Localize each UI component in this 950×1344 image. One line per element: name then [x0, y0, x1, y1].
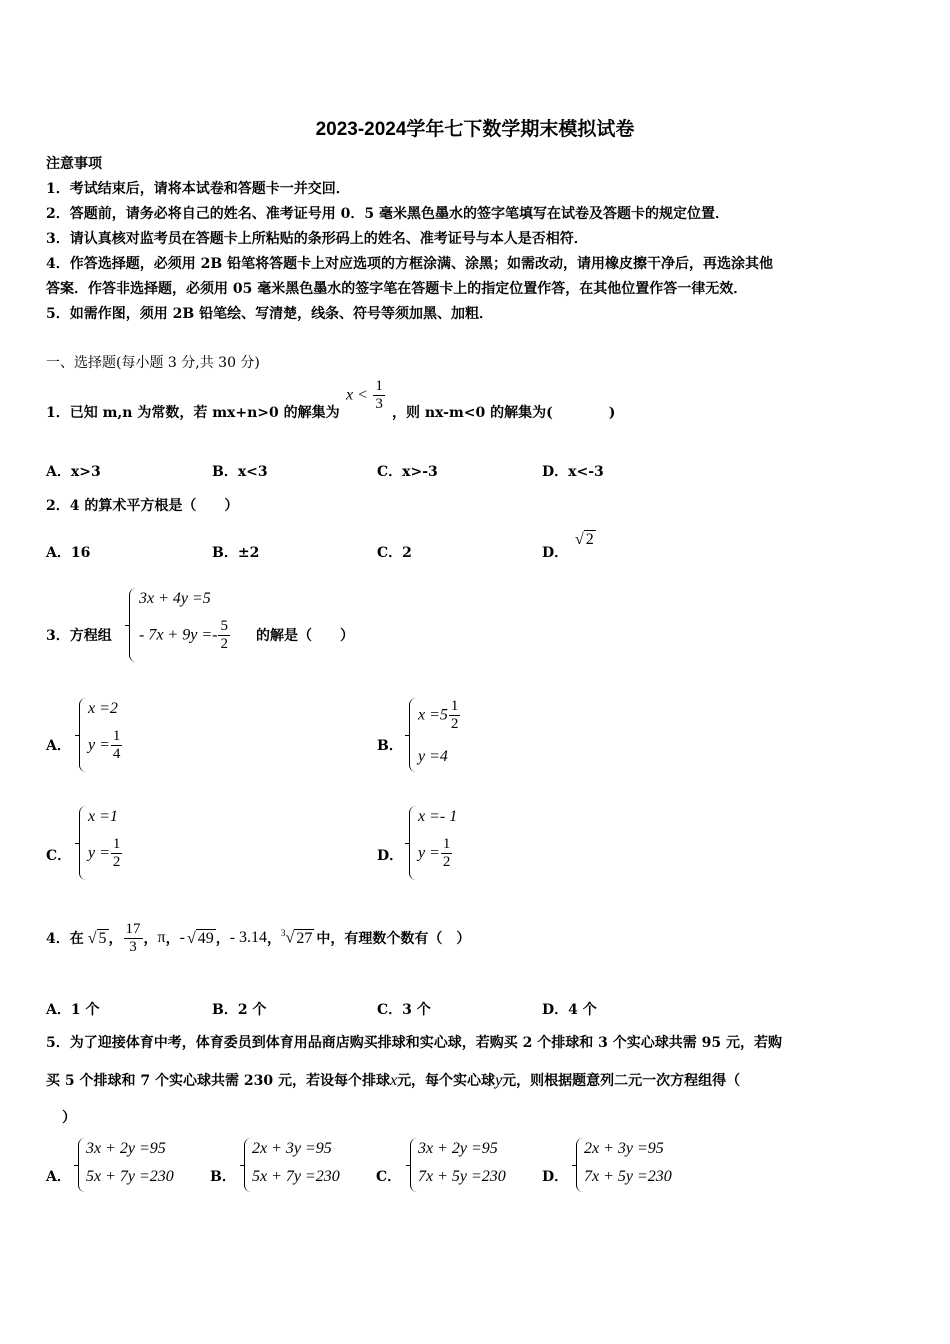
- q5-c-eq2: 7x + 5y =230: [418, 1168, 506, 1185]
- q3-b-line2: y =4: [418, 748, 448, 765]
- q3-option-d[interactable]: D．: [377, 848, 404, 864]
- notice-item: 3．请认真核对监考员在答题卡上所粘贴的条形码上的姓名、准考证号与本人是否相符．: [46, 231, 588, 247]
- q3-d-line2: y = $\frac{1}{2}$: [418, 836, 451, 870]
- q3-eq1: 3x + 4y =5: [139, 590, 211, 607]
- q2-stem: 2．4 的算术平方根是（ ）: [46, 498, 239, 514]
- q3-c-line2: y = $\frac{1}{2}$: [88, 836, 121, 870]
- page-title: 2023-2024学年七下数学期末模拟试卷: [315, 119, 635, 140]
- q5-b-eq1: 2x + 3y =95: [252, 1140, 332, 1157]
- q1-stem-end: ，则 nx-m<0 的解集为( ): [392, 405, 616, 421]
- q3-stem-end: 的解是（ ）: [256, 628, 354, 644]
- q5-d-brace: [576, 1138, 584, 1192]
- q3-a-brace: [79, 698, 87, 772]
- q1-option-c[interactable]: C．x>-3: [377, 464, 438, 480]
- notice-item: 1．考试结束后，请将本试卷和答题卡一并交回．: [46, 181, 350, 197]
- q3-a-line2: y = $\frac{1}{4}$: [88, 728, 121, 762]
- q1-option-b[interactable]: B．x<3: [212, 464, 268, 480]
- q5-c-brace: [410, 1138, 418, 1192]
- notice-item: 4．作答选择题，必须用 2B 铅笔将答题卡上对应选项的方框涂满、涂黑；如需改动，请用橡皮擦干净后，再选涂其他: [46, 256, 774, 272]
- q3-stem: 3．方程组: [46, 628, 112, 644]
- q4-option-c[interactable]: C．3 个: [377, 1002, 431, 1018]
- q5-option-d[interactable]: D．: [542, 1169, 569, 1185]
- q1-stem: 1．已知 m,n 为常数，若 mx+n>0 的解集为: [46, 405, 340, 421]
- q5-d-eq1: 2x + 3y =95: [584, 1140, 664, 1157]
- q5-a-brace: [78, 1138, 86, 1192]
- q3-b-brace: [409, 698, 417, 772]
- q5-b-brace: [244, 1138, 252, 1192]
- q3-option-a[interactable]: A．: [46, 738, 71, 754]
- q5-option-a[interactable]: A．: [46, 1169, 71, 1185]
- q1-fraction: $\frac{1}{3}$: [375, 378, 383, 412]
- q3-c-brace: [79, 806, 87, 880]
- notice-item: 答案．作答非选择题，必须用 05 毫米黑色墨水的签字笔在答题卡上的指定位置作答，在其他位置作答一律无效．: [46, 281, 748, 297]
- q5-option-b[interactable]: B．: [210, 1169, 236, 1185]
- q5-d-eq2: 7x + 5y =230: [584, 1168, 672, 1185]
- q4-stem: 4．在 √ 5 ， $\frac{17}{3}$ ， π ， - √ 49 ， - 3.14 ， $^3$√ 27 中，有理数个数有（ ）: [46, 920, 471, 955]
- q4-option-b[interactable]: B．2 个: [212, 1002, 267, 1018]
- q2-option-b[interactable]: B．±2: [212, 545, 260, 561]
- notice-item: 2．答题前，请务必将自己的姓名、准考证号用 0．5 毫米黑色墨水的签字笔填写在试卷及答题卡的规定位置．: [46, 206, 729, 222]
- q3-system-brace: [129, 588, 137, 662]
- q1-option-a[interactable]: A．x>3: [46, 464, 101, 480]
- q3-c-line1: x =1: [88, 808, 118, 825]
- q5-a-eq1: 3x + 2y =95: [86, 1140, 166, 1157]
- q4-option-d[interactable]: D．4 个: [542, 1002, 597, 1018]
- q3-option-c[interactable]: C．: [46, 848, 72, 864]
- notice-heading: 注意事项: [46, 156, 102, 172]
- q1-option-d[interactable]: D．x<-3: [542, 464, 604, 480]
- section-heading: 一、选择题(每小题 3 分,共 30 分): [46, 355, 260, 371]
- q2-option-c[interactable]: C．2: [377, 545, 412, 561]
- q3-a-line1: x =2: [88, 700, 118, 717]
- q5-c-eq1: 3x + 2y =95: [418, 1140, 498, 1157]
- q5-b-eq2: 5x + 7y =230: [252, 1168, 340, 1185]
- q2-option-d[interactable]: D．: [542, 545, 569, 561]
- q3-d-line1: x =- 1: [418, 808, 458, 825]
- q3-eq2: - 7x + 9y =- $\frac{5}{2}$: [139, 618, 228, 652]
- q3-d-brace: [409, 806, 417, 880]
- q5-option-c[interactable]: C．: [376, 1169, 402, 1185]
- q3-b-line1: x =5 $\frac{1}{2}$: [418, 698, 459, 732]
- notice-item: 5．如需作图，须用 2B 铅笔绘、写清楚，线条、符号等须加黑、加粗．: [46, 306, 494, 322]
- q2-option-d-sqrt: √ 2: [575, 531, 594, 548]
- q4-option-a[interactable]: A．1 个: [46, 1002, 100, 1018]
- q5-a-eq2: 5x + 7y =230: [86, 1168, 174, 1185]
- q2-option-a[interactable]: A．16: [46, 545, 91, 561]
- q3-option-b[interactable]: B．: [377, 738, 403, 754]
- q5-stem-line3: ）: [62, 1110, 76, 1126]
- q5-stem-line1: 5．为了迎接体育中考，体育委员到体育用品商店购买排球和实心球，若购买 2 个排球和 3 个实心球共需 95 元，若购: [46, 1035, 782, 1051]
- q5-stem-line2: 买 5 个排球和 7 个实心球共需 230 元，若设每个排球x元，每个实心球y元，则根据题意列二元一次方程组得（: [46, 1072, 741, 1089]
- q1-inequality: x < $\frac{1}{3}$: [346, 378, 383, 412]
